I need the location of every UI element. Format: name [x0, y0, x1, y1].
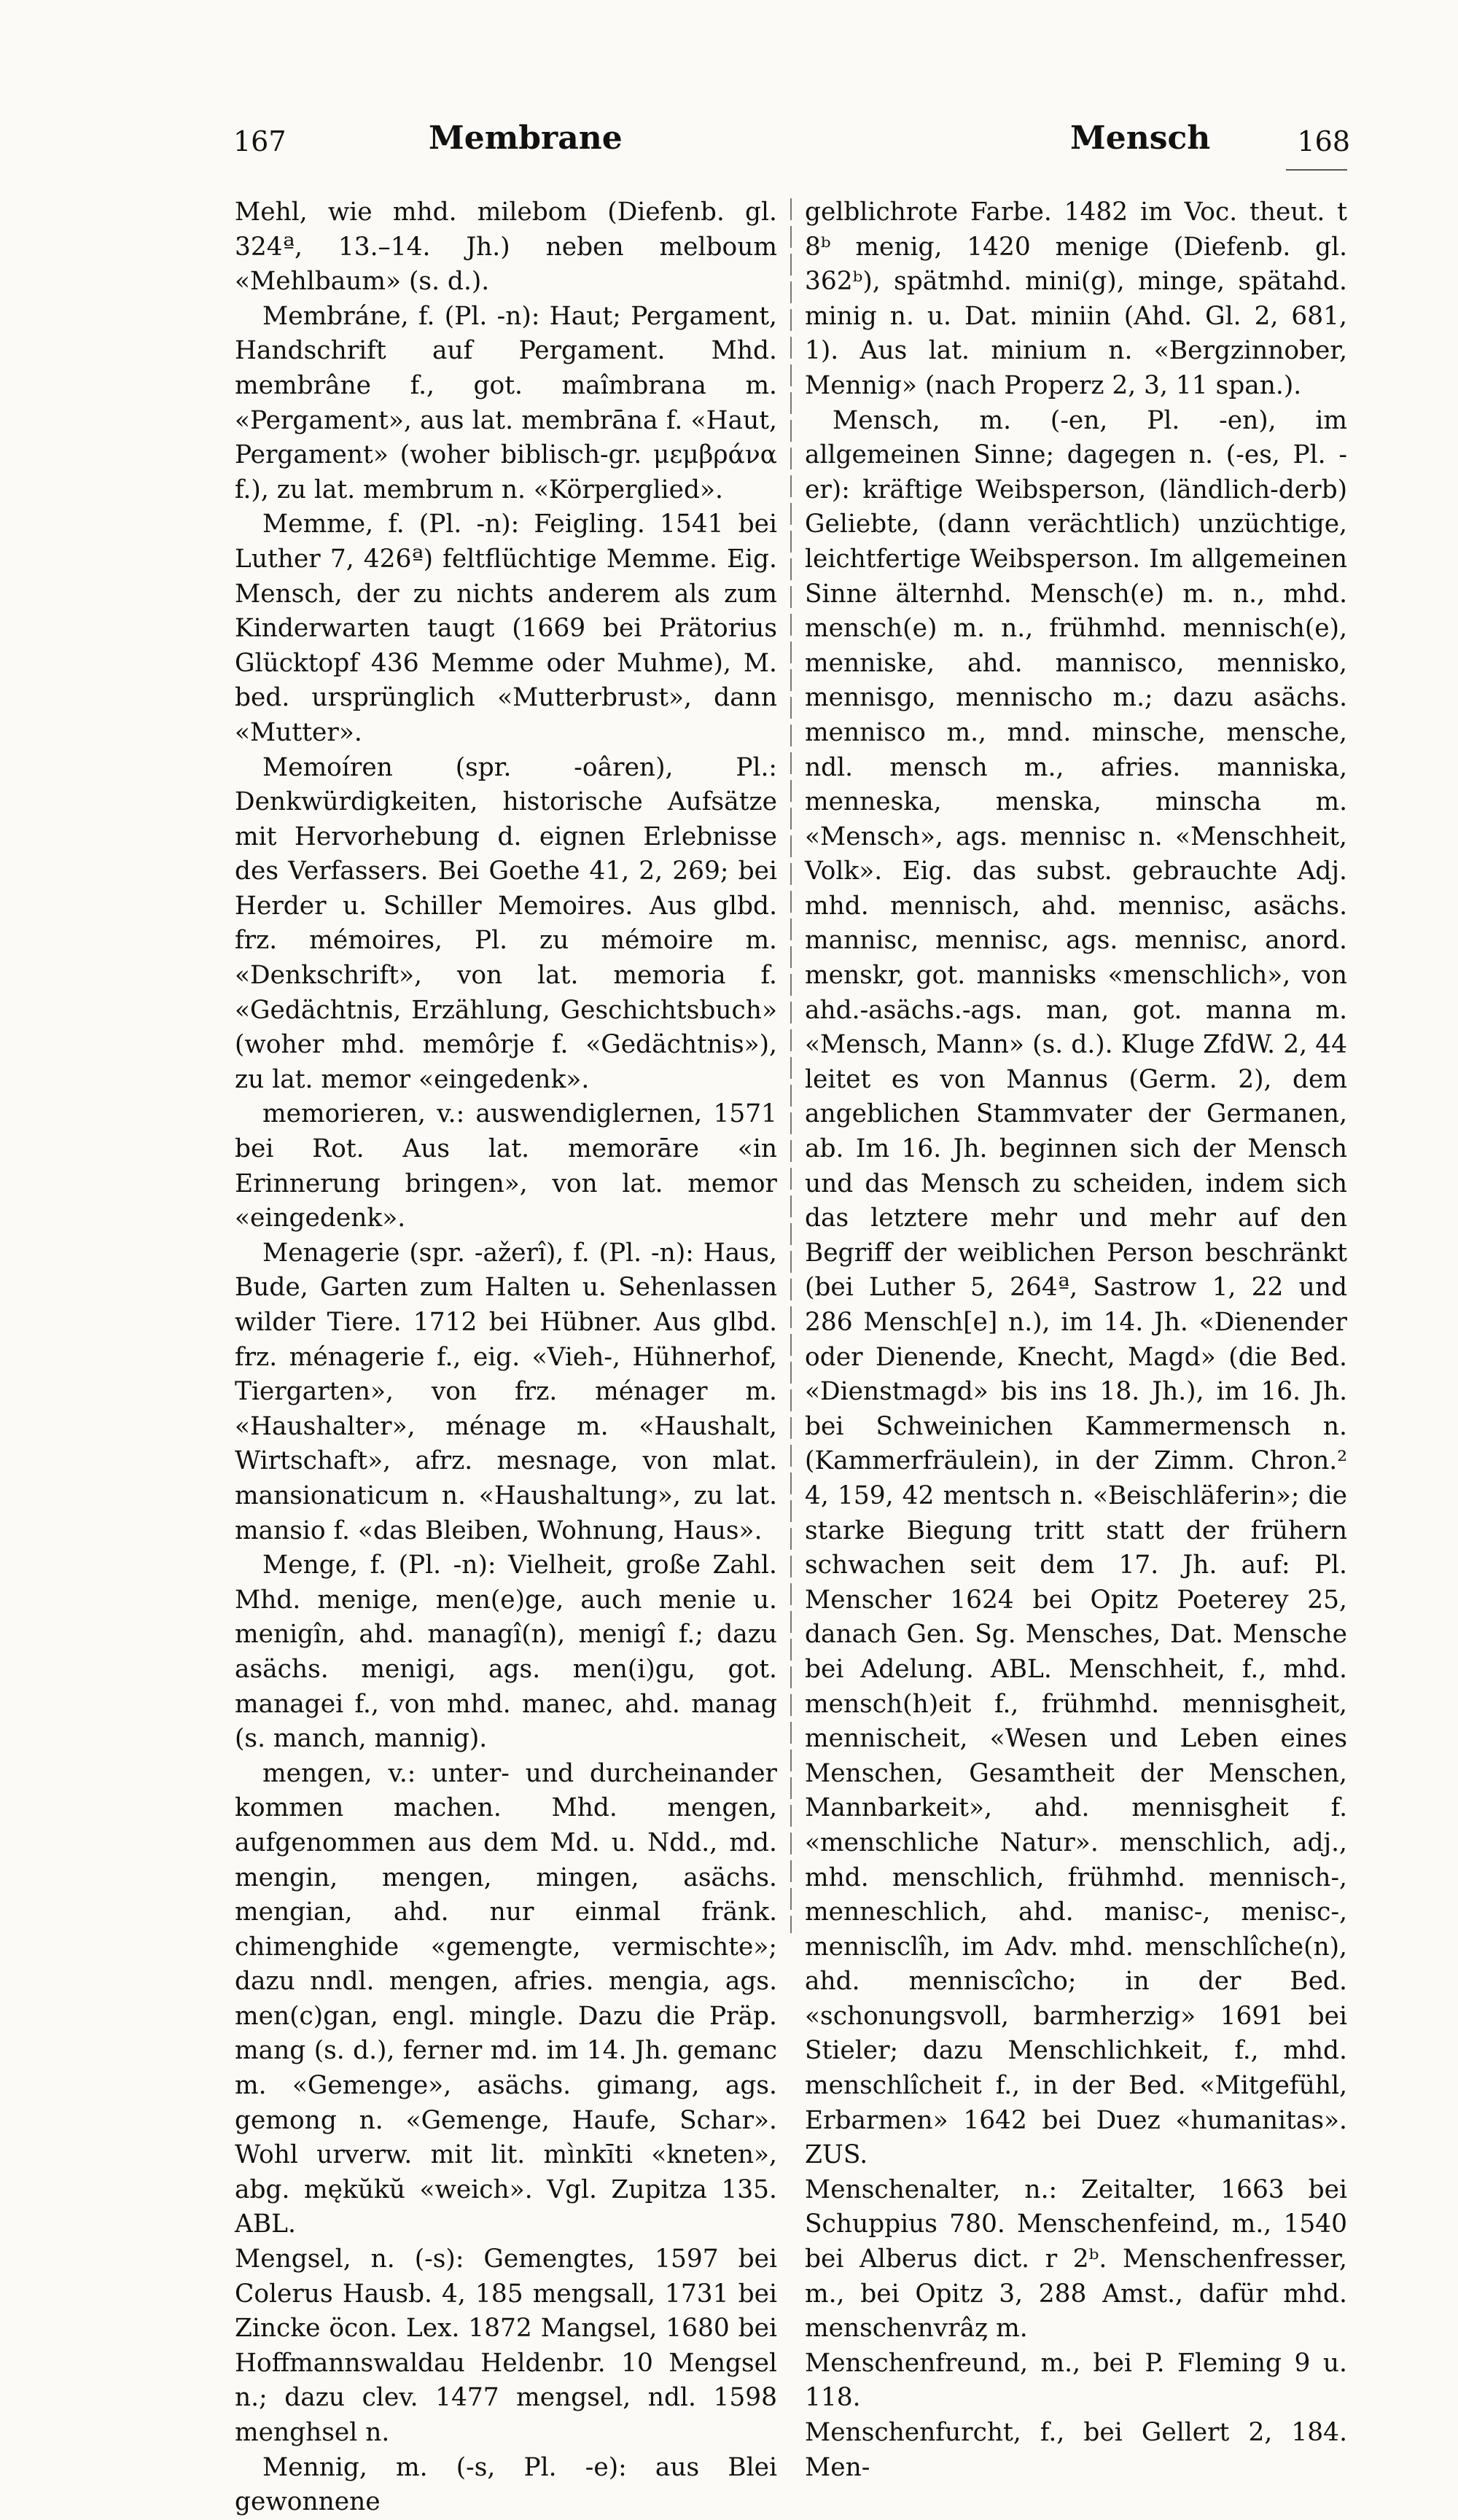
entry-mensch: Mensch, m. (-en, Pl. -en), im allgemeinen Sinne; dagegen n. (-es, Pl. -er): kräftige Weibsperson, (ländlich-derb) Geliebte, (dann verächtlich) unzüchtige, leichtfertige Weibsperson. Im allgemeinen Sinne älternhd. Mensch(e) m. n., mhd. mensch(e) m. n., frühmhd. mennisch(e), menniske, ahd. mannisco, mennisko, mennisgo, mennischo m.; dazu asächs. mennisco m., mnd. minsche, mensche, ndl. mensch m., afries. manniska, menneska, menska, minscha m. «Mensch», ags. mennisc n. «Menschheit, Volk». Eig. das subst. gebrauchte Adj. mhd. mennisch, ahd. mennisc, asächs. mannisc, mennisc, ags. mennisc, anord. menskr, got. mannisks «menschlich», von ahd.-asächs.-ags. man, got. manna m. «Mensch, Mann» (s. d.). Kluge ZfdW. 2, 44 leitet es von Mannus (Germ. 2), dem angeblichen Stammvater der Germanen, ab. Im 16. Jh. beginnen sich der Mensch und das Mensch zu scheiden, indem sich das letztere mehr und mehr auf den Begriff der weiblichen Person beschränkt (bei Luther 5, 264ª, Sastrow 1, 22 und 286 Mensch[e] n.), im 14. Jh. «Dienender oder Dienende, Knecht, Magd» (die Bed. «Dienstmagd» bis ins 18. Jh.), im 16. Jh. bei Schweinichen Kammermensch n. (Kammerfräulein), in der Zimm. Chron.² 4, 159, 42 mentsch n. «Beischläferin»; die starke Biegung tritt statt der frühern schwachen seit dem 17. Jh. auf: Pl. Menscher 1624 bei Opitz Poeterey 25, danach Gen. Sg. Mensches, Dat. Mensche bei Adelung. ABL. Menschheit, f., mhd. mensch(h)eit f., frühmhd. mennisgheit, mennischeit, «Wesen und Leben eines Menschen, Gesamtheit der Menschen, Mannbarkeit», ahd. mennisgheit f. «menschliche Natur». menschlich, adj., mhd. menschlich, frühmhd. mennisch-, menneschlich, ahd. manisc-, menisc-, mennisclîh, im Adv. mhd. menschlîche(n), ahd. menniscîcho; in der Bed. «schonungsvoll, barmherzig» 1691 bei Stieler; dazu Menschlichkeit, f., mhd. menschlîcheit f., in der Bed. «Mitgefühl, Erbarmen» 1642 bei Duez «humanitas». ZUS. [805, 405, 1347, 2170]
header-rule [1286, 169, 1347, 171]
entry-menschenalter: Menschenalter, n.: Zeitalter, 1663 bei Schuppius 780. Menschenfeind, m., 1540 bei Alberus dict. r 2ᵇ. Menschenfresser, m., bei Opitz 3, 288 Amst., dafür mhd. menschenvrâȥ m. [805, 2174, 1347, 2344]
entry-menagerie: Menagerie (spr. -ažerî), f. (Pl. -n): Haus, Bude, Garten zum Halten u. Sehenlassen wilder Tiere. 1712 bei Hübner. Aus glbd. frz. ménagerie f., eig. «Vieh-, Hühnerhof, Tiergarten», von frz. ménager m. «Haushalter», ménage m. «Haushalt, Wirtschaft», afrz. mesnage, von mlat. mansionaticum n. «Haushaltung», zu lat. mansio f. «das Bleiben, Wohnung, Haus». [235, 1238, 777, 1545]
page-number-left: 167 [233, 125, 286, 157]
guide-word-left: Membrane [429, 120, 623, 157]
left-column [235, 195, 777, 2517]
entry-memorieren: memorieren, v.: auswendiglernen, 1571 bei Rot. Aus lat. memorāre «in Erinnerung bringen», von lat. memor «eingedenk». [235, 1099, 777, 1233]
entry-mengen: mengen, v.: unter- und durcheinander kommen machen. Mhd. mengen, aufgenommen aus dem Md. u. Ndd., md. mengin, mengen, mingen, asächs. mengian, ahd. nur einmal fränk. chimenghide «gemengte, vermischte»; dazu nndl. mengen, afries. mengia, ags. men(c)gan, engl. mingle. Dazu die Präp. mang (s. d.), ferner md. im 14. Jh. gemanc m. «Gemenge», asächs. gimang, ags. gemong n. «Gemenge, Haufe, Schar». Wohl urverw. mit lit. mìnkīti «kneten», abg. mękŭkŭ «weich». Vgl. Zupitza 135. ABL. [235, 1758, 777, 2239]
guide-word-right: Mensch [1070, 120, 1211, 157]
entry-memme: Memme, f. (Pl. -n): Feigling. 1541 bei Luther 7, 426ª) feltflüchtige Memme. Eig. Mensch, der zu nichts anderem als zum Kinderwarten taugt (1669 bei Prätorius Glücktopf 436 Memme oder Muhme), M. bed. ursprünglich «Mutterbrust», dann «Mutter». [235, 510, 777, 747]
entry-mengsel: Mengsel, n. (-s): Gemengtes, 1597 bei Colerus Hausb. 4, 185 mengsall, 1731 bei Zincke öcon. Lex. 1872 Mangsel, 1680 bei Hoffmannswaldau Heldenbr. 10 Mengsel n.; dazu clev. 1477 mengsel, ndl. 1598 menghsel n. [235, 2244, 777, 2447]
entry-continuation-mennig: gelblichrote Farbe. 1482 im Voc. theut. t 8ᵇ menig, 1420 menige (Diefenb. gl. 362ᵇ), spätmhd. mini(g), minge, spätahd. minig n. u. Dat. miniin (Ahd. Gl. 2, 681, 1). Aus lat. minium n. «Bergzinnober, Mennig» (nach Properz 2, 3, 11 span.). [805, 198, 1347, 400]
entry-menschenfreund: Menschenfreund, m., bei P. Fleming 9 u. 118. [805, 2348, 1347, 2413]
running-header [233, 117, 1350, 168]
entry-membrane: Membráne, f. (Pl. -n): Haut; Pergament, Handschrift auf Pergament. Mhd. membrâne f., got. maîmbrana m. «Pergament», aus lat. membrāna f. «Haut, Pergament» (woher biblisch-gr. μεμβράνα f.), zu lat. membrum n. «Körperglied». [235, 301, 777, 504]
entry-memoiren: Memoíren (spr. -oâren), Pl.: Denkwürdigkeiten, historische Aufsätze mit Hervorhebung d. eignen Erlebnisse des Verfassers. Bei Goethe 41, 2, 269; bei Herder u. Schiller Memoires. Aus glbd. frz. mémoires, Pl. zu mémoire m. «Denkschrift», von lat. memoria f. «Gedächtnis, Erzählung, Geschichtsbuch» (woher mhd. memôrje f. «Gedächtnis»), zu lat. memor «eingedenk». [235, 752, 777, 1094]
entry-menschenfurcht: Menschenfurcht, f., bei Gellert 2, 184. Men- [805, 2418, 1347, 2482]
entry-continuation: Mehl, wie mhd. milebom (Diefenb. gl. 324ª, 13.–14. Jh.) neben melboum «Mehlbaum» (s. d.). [235, 198, 777, 297]
page-number-right: 168 [1297, 125, 1350, 157]
column-divider [790, 198, 792, 1933]
entry-mennig: Mennig, m. (-s, Pl. -e): aus Blei gewonnene [235, 2452, 777, 2517]
right-column [805, 195, 1347, 2482]
entry-menge: Menge, f. (Pl. -n): Vielheit, große Zahl. Mhd. menige, men(e)ge, auch menie u. menigîn, ahd. managî(n), menigî f.; dazu asächs. menigi, ags. men(i)gu, got. managei f., von mhd. manec, ahd. manag (s. manch, mannig). [235, 1550, 777, 1754]
